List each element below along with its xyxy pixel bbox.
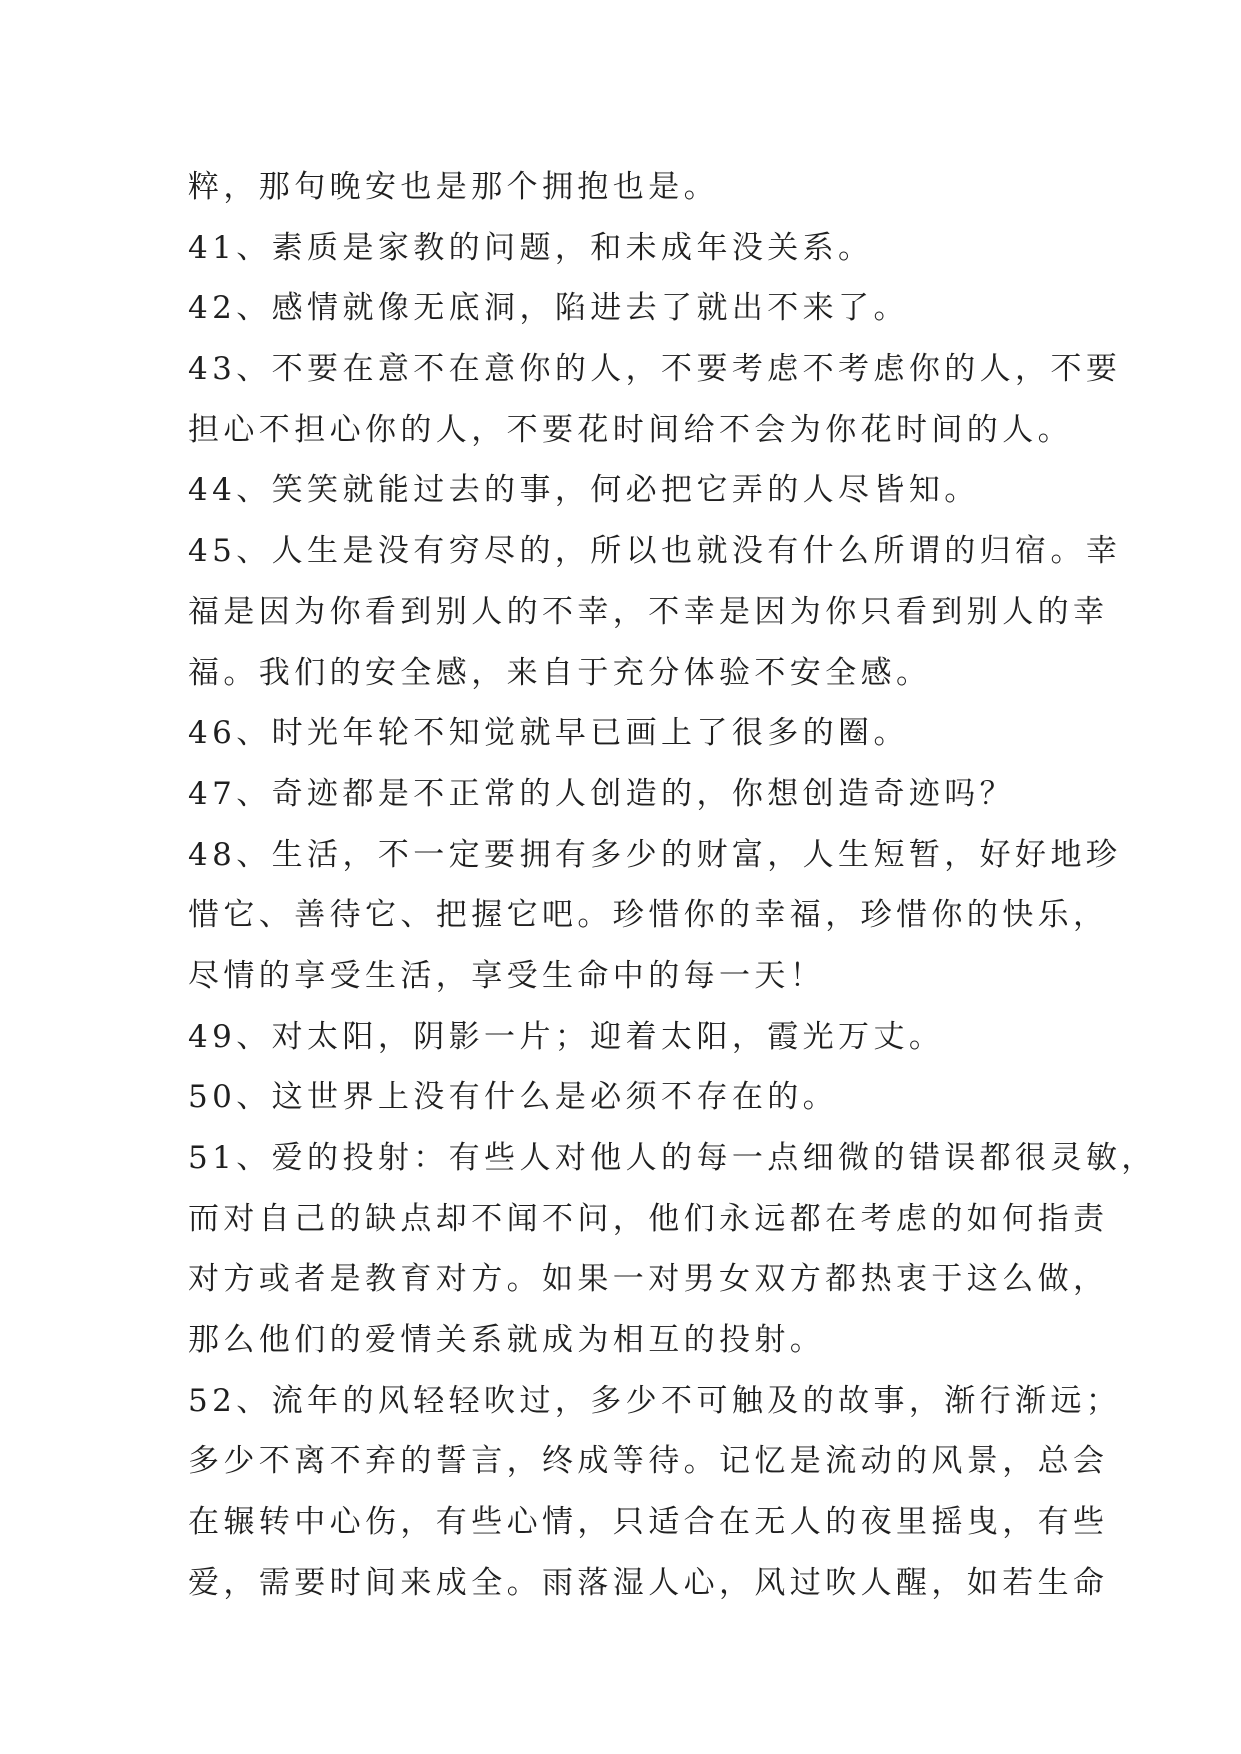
text-line: 42、感情就像无底洞，陷进去了就出不来了。	[188, 290, 909, 327]
text-line: 52、流年的风轻轻吹过，多少不可触及的故事，渐行渐远；	[188, 1382, 1122, 1419]
text-line: 福。我们的安全感，来自于充分体验不安全感。	[188, 654, 932, 691]
text-line: 49、对太阳，阴影一片；迎着太阳，霞光万丈。	[188, 1018, 945, 1055]
text-line: 45、人生是没有穷尽的，所以也就没有什么所谓的归宿。幸	[188, 533, 1122, 570]
text-line: 46、时光年轮不知觉就早已画上了很多的圈。	[188, 715, 909, 752]
text-line: 51、爱的投射：有些人对他人的每一点细微的错误都很灵敏，	[188, 1140, 1157, 1176]
text-line: 那么他们的爱情关系就成为相互的投射。	[188, 1322, 826, 1359]
text-line: 47、奇迹都是不正常的人创造的，你想创造奇迹吗？	[188, 775, 1016, 812]
text-line: 爱，需要时间来成全。雨落湿人心，风过吹人醒，如若生命	[188, 1564, 1109, 1601]
text-line: 多少不离不弃的誓言，终成等待。记忆是流动的风景，总会	[188, 1443, 1109, 1480]
text-line: 惜它、善待它、把握它吧。珍惜你的幸福，珍惜你的快乐，	[188, 897, 1109, 934]
text-line: 粹，那句晚安也是那个拥抱也是。	[188, 169, 719, 205]
text-line: 48、生活，不一定要拥有多少的财富，人生短暂，好好地珍	[188, 836, 1122, 873]
body-text	[188, 157, 1157, 1614]
text-line: 41、素质是家教的问题，和未成年没关系。	[188, 229, 874, 266]
text-line: 43、不要在意不在意你的人，不要考虑不考虑你的人，不要	[188, 351, 1122, 388]
text-line: 在辗转中心伤，有些心情，只适合在无人的夜里摇曳，有些	[188, 1504, 1109, 1541]
text-line: 担心不担心你的人，不要花时间给不会为你花时间的人。	[188, 411, 1073, 448]
text-line: 而对自己的缺点却不闻不问，他们永远都在考虑的如何指责	[188, 1200, 1109, 1237]
text-line: 尽情的享受生活，享受生命中的每一天！	[188, 957, 826, 994]
text-line: 44、笑笑就能过去的事，何必把它弄的人尽皆知。	[188, 472, 980, 509]
text-line: 对方或者是教育对方。如果一对男女双方都热衷于这么做，	[188, 1261, 1109, 1298]
text-line: 50、这世界上没有什么是必须不存在的。	[188, 1079, 839, 1116]
text-line: 福是因为你看到别人的不幸，不幸是因为你只看到别人的幸	[188, 593, 1109, 630]
